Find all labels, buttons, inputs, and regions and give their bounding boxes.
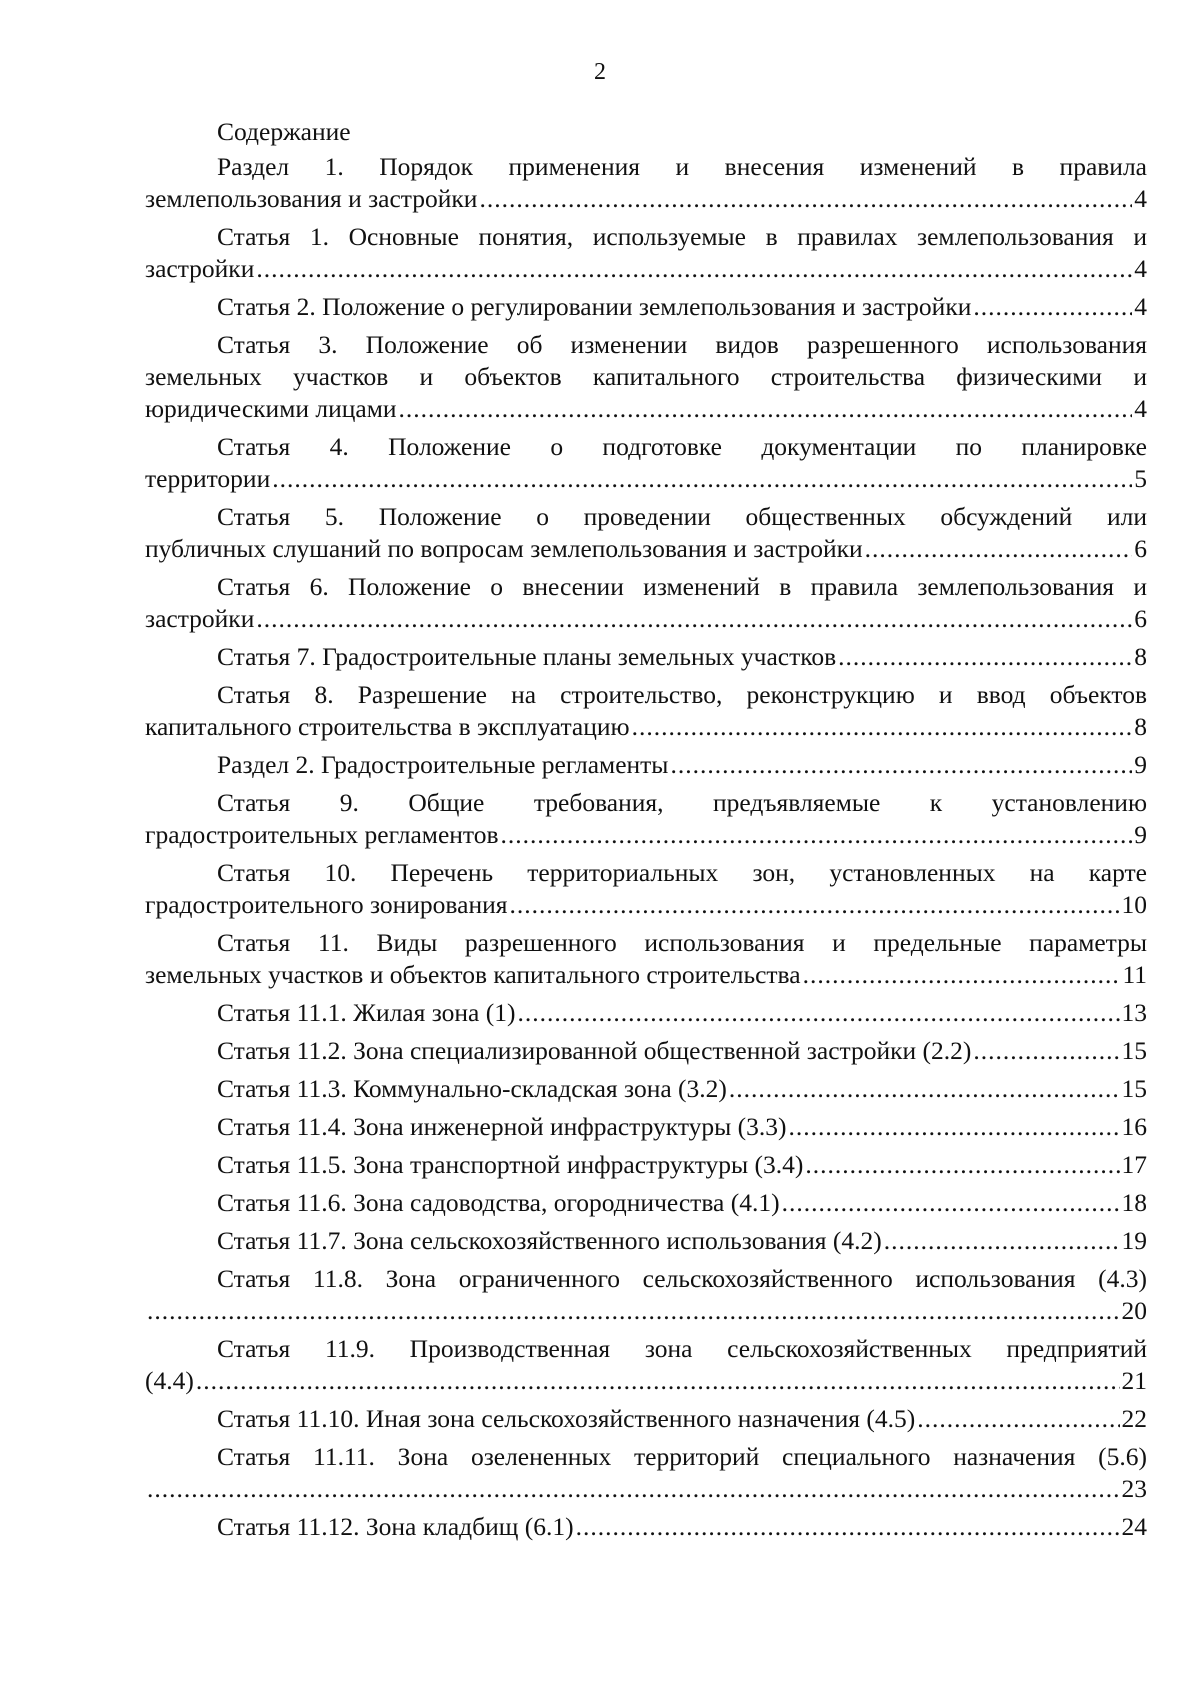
toc-entry[interactable]: [145, 221, 1147, 285]
toc-entry[interactable]: [145, 1511, 1147, 1543]
dot-leader: [256, 603, 1132, 635]
toc-entry-page-number: 6: [1134, 534, 1147, 563]
dot-leader: [632, 711, 1133, 743]
toc-entry[interactable]: [145, 997, 1147, 1029]
toc-entry-last-line: [145, 1295, 1147, 1327]
toc-entry-last-line: [145, 393, 1147, 425]
dot-leader: [670, 749, 1132, 781]
toc-entry-line: земельных участков и объектов капитального строительства физическими и: [145, 362, 1147, 391]
dot-leader: [805, 1149, 1119, 1181]
toc-entry[interactable]: [145, 1073, 1147, 1105]
toc-entry-line: Статья 10. Перечень территориальных зон, установленных на карте: [217, 858, 1147, 887]
toc-entry-page-number: 6: [1134, 604, 1147, 633]
toc-entry-last-line: [145, 533, 1147, 565]
toc-entry[interactable]: [145, 1225, 1147, 1257]
toc-entry-line: Статья 6. Положение о внесении изменений в правила землепользования и: [217, 572, 1147, 601]
dot-leader: [398, 393, 1132, 425]
toc-entry-page-number: 22: [1121, 1404, 1147, 1433]
page-number: 2: [594, 59, 606, 85]
toc-entry[interactable]: [145, 329, 1147, 425]
toc-entry-line: Статья 11. Виды разрешенного использования и предельные параметры: [217, 928, 1147, 957]
toc-entry-text: Статья 11.7. Зона сельскохозяйственного использования (4.2): [217, 1226, 882, 1255]
toc-entry-line: Статья 11.9. Производственная зона сельскохозяйственных предприятий: [217, 1334, 1147, 1363]
dot-leader: [838, 641, 1132, 673]
toc-entry-page-number: 17: [1121, 1150, 1147, 1179]
toc-entry[interactable]: [145, 1035, 1147, 1067]
toc-entry-last-line: [145, 1073, 1147, 1105]
toc-entry-page-number: 4: [1134, 254, 1147, 283]
toc-entry-text: Статья 2. Положение о регулировании землепользования и застройки: [217, 292, 972, 321]
toc-entry-text: Статья 11.4. Зона инженерной инфраструктуры (3.3): [217, 1112, 787, 1141]
toc-entry-last-line: [145, 463, 1147, 495]
toc-entry-text: территории: [145, 464, 271, 493]
toc-entry[interactable]: [145, 857, 1147, 921]
dot-leader: [509, 889, 1119, 921]
toc-entry-last-line: [145, 1035, 1147, 1067]
toc-entry[interactable]: [145, 1111, 1147, 1143]
toc-entry-last-line: [145, 959, 1147, 991]
toc-entry-page-number: 13: [1121, 998, 1147, 1027]
toc-entry[interactable]: [145, 431, 1147, 495]
toc-title: Содержание: [217, 117, 351, 146]
toc-entry[interactable]: [145, 571, 1147, 635]
toc-entry-page-number: 24: [1121, 1512, 1147, 1541]
dot-leader: [147, 1473, 1120, 1505]
toc-entry-last-line: [145, 641, 1147, 673]
toc-entry-page-number: 23: [1121, 1474, 1147, 1503]
toc-entry[interactable]: [145, 1263, 1147, 1327]
toc-entry-text: Статья 11.6. Зона садоводства, огородничества (4.1): [217, 1188, 780, 1217]
toc-entry-text: земельных участков и объектов капитального строительства: [145, 960, 801, 989]
toc-entry-page-number: 15: [1121, 1036, 1147, 1065]
toc-entry-last-line: [145, 1111, 1147, 1143]
dot-leader: [479, 183, 1132, 215]
toc-entry[interactable]: [145, 1187, 1147, 1219]
toc-entry-page-number: 9: [1134, 750, 1147, 779]
toc-entry-page-number: 10: [1121, 890, 1147, 919]
dot-leader: [803, 959, 1121, 991]
toc-entry-text: Статья 11.2. Зона специализированной общественной застройки (2.2): [217, 1036, 972, 1065]
toc-entry-line: Статья 4. Положение о подготовке документации по планировке: [217, 432, 1147, 461]
toc-entry-last-line: [145, 253, 1147, 285]
toc-entry-line: Статья 5. Положение о проведении общественных обсуждений или: [217, 502, 1147, 531]
dot-leader: [884, 1225, 1120, 1257]
toc-entry[interactable]: [145, 151, 1147, 215]
toc-entry[interactable]: [145, 1333, 1147, 1397]
toc-entry-line: Статья 11.8. Зона ограниченного сельскохозяйственного использования (4.3): [217, 1264, 1147, 1293]
dot-leader: [789, 1111, 1120, 1143]
toc-entry-last-line: [145, 1473, 1147, 1505]
table-of-contents: [145, 116, 1147, 1549]
toc-entry-page-number: 4: [1134, 292, 1147, 321]
toc-entry-last-line: [145, 183, 1147, 215]
toc-entry[interactable]: [145, 641, 1147, 673]
toc-entry-text: застройки: [145, 604, 255, 633]
toc-entry[interactable]: [145, 749, 1147, 781]
toc-entry-line: Статья 9. Общие требования, предъявляемые к установлению: [217, 788, 1147, 817]
toc-entry-line: Статья 3. Положение об изменении видов разрешенного использования: [217, 330, 1147, 359]
toc-entry-page-number: 9: [1134, 820, 1147, 849]
toc-entry-page-number: 8: [1134, 712, 1147, 741]
toc-entry[interactable]: [145, 679, 1147, 743]
toc-entry[interactable]: [145, 787, 1147, 851]
toc-entry-text: публичных слушаний по вопросам землепользования и застройки: [145, 534, 863, 563]
toc-entry-page-number: 18: [1121, 1188, 1147, 1217]
toc-entry-last-line: [145, 1225, 1147, 1257]
dot-leader: [917, 1403, 1119, 1435]
toc-entry-last-line: [145, 1149, 1147, 1181]
toc-entry-page-number: 4: [1134, 184, 1147, 213]
toc-entry-last-line: [145, 1365, 1147, 1397]
toc-entry-text: градостроительных регламентов: [145, 820, 499, 849]
toc-entry-last-line: [145, 889, 1147, 921]
toc-entry[interactable]: [145, 291, 1147, 323]
toc-entry-text: Статья 11.3. Коммунально-складская зона (3.2): [217, 1074, 727, 1103]
toc-entry-text: Статья 11.1. Жилая зона (1): [217, 998, 516, 1027]
dot-leader: [576, 1511, 1120, 1543]
toc-entry-last-line: [145, 711, 1147, 743]
dot-leader: [501, 819, 1133, 851]
toc-entry[interactable]: [145, 501, 1147, 565]
dot-leader: [147, 1295, 1120, 1327]
toc-entry-line: Раздел 1. Порядок применения и внесения изменений в правила: [217, 152, 1147, 181]
toc-entry-text: застройки: [145, 254, 255, 283]
toc-entry-text: Статья 11.12. Зона кладбищ (6.1): [217, 1512, 574, 1541]
toc-entry[interactable]: [145, 1403, 1147, 1435]
toc-entry-last-line: [145, 291, 1147, 323]
toc-entry-page-number: 8: [1134, 642, 1147, 671]
toc-entry-page-number: 4: [1134, 394, 1147, 423]
toc-entry-line: Статья 11.11. Зона озелененных территорий специального назначения (5.6): [217, 1442, 1147, 1471]
toc-entry-text: Статья 11.5. Зона транспортной инфраструктуры (3.4): [217, 1150, 804, 1179]
toc-entry-line: Статья 8. Разрешение на строительство, реконструкцию и ввод объектов: [217, 680, 1147, 709]
dot-leader: [256, 253, 1132, 285]
toc-entry-page-number: 11: [1122, 960, 1147, 989]
dot-leader: [729, 1073, 1120, 1105]
toc-entry-text: градостроительного зонирования: [145, 890, 508, 919]
dot-leader: [782, 1187, 1120, 1219]
dot-leader: [272, 463, 1132, 495]
toc-entry-last-line: [145, 1187, 1147, 1219]
toc-entry-last-line: [145, 819, 1147, 851]
toc-entry[interactable]: [145, 1149, 1147, 1181]
toc-entry[interactable]: [145, 927, 1147, 991]
toc-entry-text: капитального строительства в эксплуатацию: [145, 712, 630, 741]
dot-leader: [517, 997, 1119, 1029]
dot-leader: [196, 1365, 1120, 1397]
toc-entry-text: Статья 7. Градостроительные планы земельных участков: [217, 642, 837, 671]
toc-entry-last-line: [145, 997, 1147, 1029]
dot-leader: [973, 291, 1132, 323]
toc-entry-last-line: [145, 1511, 1147, 1543]
toc-entry-page-number: 19: [1121, 1226, 1147, 1255]
toc-entry-page-number: 5: [1134, 464, 1147, 493]
toc-entry-page-number: 15: [1121, 1074, 1147, 1103]
toc-entries: [145, 151, 1147, 1543]
toc-entry-last-line: [145, 1403, 1147, 1435]
toc-entry-text: (4.4): [145, 1366, 194, 1395]
toc-entry[interactable]: [145, 1441, 1147, 1505]
toc-entry-page-number: 16: [1121, 1112, 1147, 1141]
toc-entry-page-number: 20: [1121, 1296, 1147, 1325]
toc-entry-last-line: [145, 603, 1147, 635]
dot-leader: [973, 1035, 1119, 1067]
toc-entry-text: землепользования и застройки: [145, 184, 478, 213]
dot-leader: [865, 533, 1133, 565]
toc-entry-line: Статья 1. Основные понятия, используемые в правилах землепользования и: [217, 222, 1147, 251]
toc-entry-page-number: 21: [1121, 1366, 1147, 1395]
toc-entry-text: Раздел 2. Градостроительные регламенты: [217, 750, 669, 779]
toc-entry-text: юридическими лицами: [145, 394, 397, 423]
toc-entry-text: Статья 11.10. Иная зона сельскохозяйственного назначения (4.5): [217, 1404, 916, 1433]
toc-entry-last-line: [145, 749, 1147, 781]
